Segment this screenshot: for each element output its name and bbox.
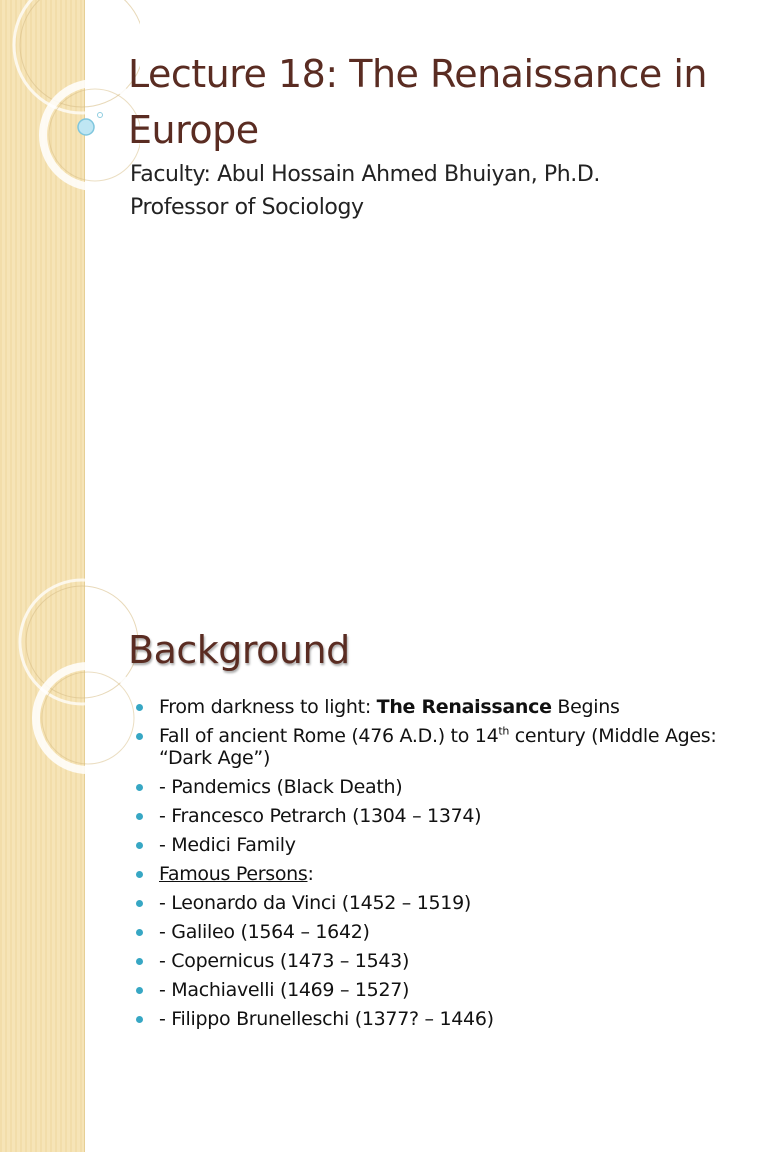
list-item: - Machiavelli (1469 – 1527): [136, 979, 756, 1001]
list-item: Famous Persons:: [136, 863, 756, 885]
slide-subtitle: [130, 158, 600, 224]
slide-title: Lecture 18: The Renaissance in Europe: [128, 52, 707, 152]
list-item: - Pandemics (Black Death): [136, 776, 756, 798]
decorative-rings: [0, 0, 140, 260]
position-line: Professor of Sociology: [130, 195, 364, 220]
background-slide: [0, 576, 768, 1152]
list-item: From darkness to light: The Renaissance Begins: [136, 696, 756, 718]
slide-title: Background: [128, 628, 350, 672]
list-item: - Galileo (1564 – 1642): [136, 921, 756, 943]
faculty-line: Faculty: Abul Hossain Ahmed Bhuiyan, Ph.D.: [130, 162, 601, 187]
list-item: Fall of ancient Rome (476 A.D.) to 14th century (Middle Ages: “Dark Age”): [136, 725, 756, 769]
decorative-rings: [0, 576, 140, 776]
bubble-large-icon: [78, 119, 94, 135]
list-item: - Medici Family: [136, 834, 756, 856]
bullet-list: [136, 696, 756, 1037]
list-item: - Filippo Brunelleschi (1377? – 1446): [136, 1008, 756, 1030]
list-item: - Copernicus (1473 – 1543): [136, 950, 756, 972]
bubble-small-icon: [98, 113, 103, 118]
list-item: - Francesco Petrarch (1304 – 1374): [136, 805, 756, 827]
list-item: - Leonardo da Vinci (1452 – 1519): [136, 892, 756, 914]
